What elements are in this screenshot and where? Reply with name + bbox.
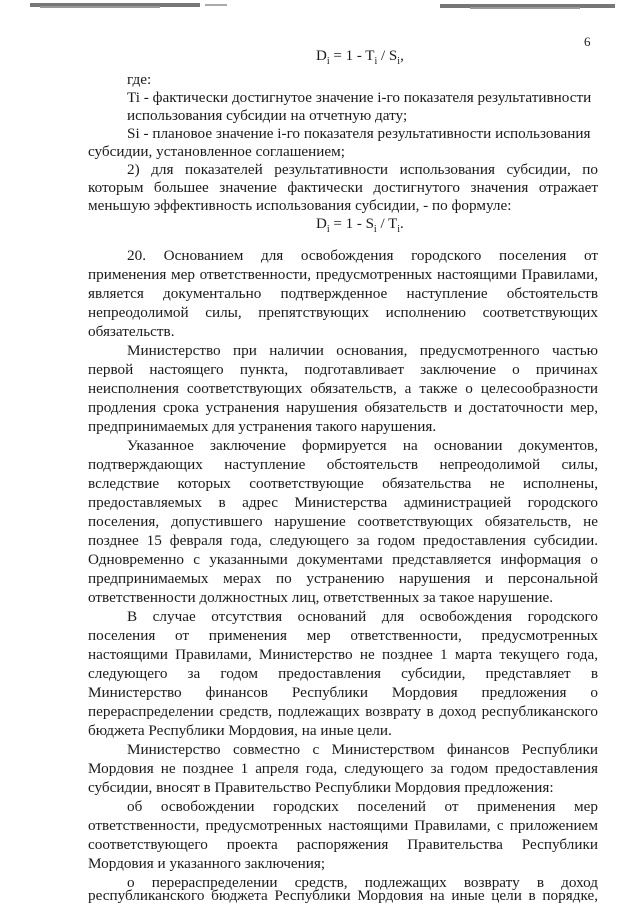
text-line: ответственности должностных лиц, ответственных за такое нарушение.	[88, 589, 554, 606]
text-line: где:	[127, 71, 152, 88]
text-line: об освобождении городских поселений от применения мер	[127, 798, 598, 815]
text-line: использования субсидии на отчетную дату;	[127, 107, 408, 124]
text-line: предпринимаемых для устранения такого нарушения.	[88, 418, 437, 435]
text-line: является документально подтвержденное наступление обстоятельств	[88, 285, 598, 302]
text-line: непреодолимой силы, препятствующих исполнению соответствующих	[88, 304, 598, 321]
text-line: республиканского бюджета Республики Мордовия на иные цели в порядке,	[88, 887, 598, 904]
text-line: которым большее значение фактически достигнутого значения отражает	[88, 179, 598, 196]
text-line: В случае отсутствия оснований для освобождения городского	[127, 608, 598, 625]
text-line: Si - плановое значение i-го показателя результативности использования	[127, 125, 591, 142]
text-line: Министерство финансов Республики Мордовия предложения о	[88, 684, 598, 701]
text-line: перераспределении средств, подлежащих возврату в доход республиканского	[88, 703, 598, 720]
text-line: предпринимаемых мерах по устранению нарушения и персональной	[88, 570, 598, 587]
text-line: продления срока устранения нарушения обязательств и достаточности мер,	[88, 399, 598, 416]
text-line: 2) для показателей результативности использования субсидии, по	[127, 161, 598, 178]
text-line: вследствие которых соответствующие обязательства не исполнены,	[88, 475, 598, 492]
scan-edge-artifact	[0, 0, 640, 14]
text-line: Министерство при наличии основания, предусмотренного частью	[127, 342, 598, 359]
text-line: применения мер ответственности, предусмотренных настоящими Правилами,	[88, 266, 598, 283]
text-line: поселения, допустившего нарушение соответствующих обязательств, не	[88, 513, 598, 530]
text-line: Одновременно с указанными документами представляется информация о	[88, 551, 598, 568]
text-line: меньшую эффективность использования субсидии, - по формуле:	[88, 197, 512, 214]
text-line: ответственности, предусмотренных настоящими Правилами, с приложением	[88, 817, 598, 834]
text-line: первой настоящего пункта, подготавливает заключение о причинах	[88, 361, 598, 378]
text-line: Мордовия не позднее 1 апреля года, следующего за годом предоставления	[88, 760, 598, 777]
text-line: Министерство совместно с Министерством финансов Республики	[127, 741, 598, 758]
text-line: Указанное заключение формируется на основании документов,	[127, 437, 598, 454]
text-line: позднее 15 февраля года, следующего за годом предоставления субсидии.	[88, 532, 598, 549]
text-line: следующего за годом предоставления субсидии, представляет в	[88, 665, 598, 682]
text-line: бюджета Республики Мордовия, на иные цели.	[88, 722, 392, 739]
text-line: подтверждающих наступление обстоятельств непреодолимой силы,	[88, 456, 598, 473]
text-line: о перераспределении средств, подлежащих возврату в доход	[127, 874, 598, 891]
text-line: 20. Основанием для освобождения городского поселения от	[127, 247, 598, 264]
page-number: 6	[584, 34, 591, 49]
formula-di-2: $D_i = 1 - S_i / T_i$.	[316, 216, 404, 235]
text-line: Мордовия и указанного заключения;	[88, 855, 326, 872]
formula-di-1: $D_i = 1 - T_i / S_i$,	[316, 48, 404, 67]
text-line: Ti - фактически достигнутое значение i-го показателя результативности	[127, 89, 592, 106]
text-line: предоставляемых в адрес Министерства администрацией городского	[88, 494, 598, 511]
text-line: настоящими Правилами, Министерство не позднее 1 марта текущего года,	[88, 646, 598, 663]
text-line: обязательств.	[88, 323, 175, 340]
text-line: поселения от применения мер ответственности, предусмотренных	[88, 627, 598, 644]
text-line: неисполнения соответствующих обязательств, а также о целесообразности	[88, 380, 598, 397]
text-line: соответствующего проекта распоряжения Правительства Республики	[88, 836, 598, 853]
text-line: субсидии, вносят в Правительство Республики Мордовия предложения:	[88, 779, 554, 796]
text-line: субсидии, установленное соглашением;	[88, 143, 345, 160]
